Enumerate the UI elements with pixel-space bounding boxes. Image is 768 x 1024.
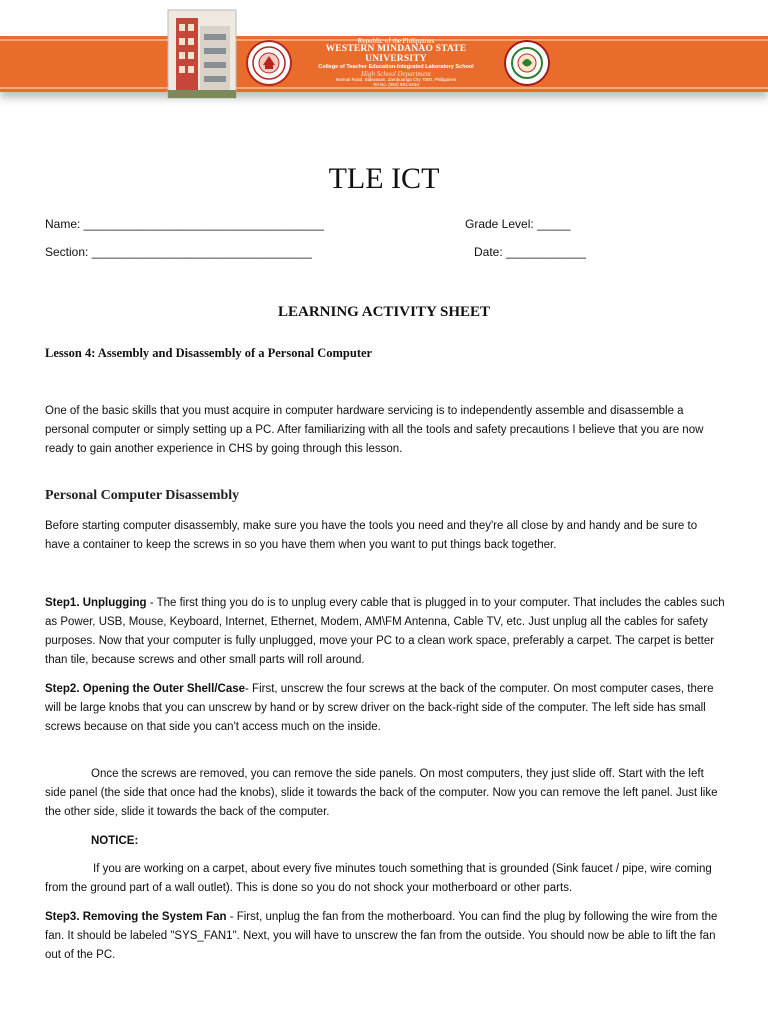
department-name: High School Department — [361, 70, 431, 79]
step3-paragraph — [45, 908, 725, 965]
university-seal-icon — [246, 40, 292, 86]
name-field[interactable]: Name: ____________________________________ — [45, 217, 324, 231]
step2-text: - First, unscrew the four screws at the back of the computer. On most computer cases, there will be large knobs that you can unscrew by hand or by screw driver on the back-right side of the computer. The left side has small screws because on that side you can't access much on the inside. — [45, 683, 714, 733]
section-heading: Personal Computer Disassembly — [45, 488, 240, 503]
university-header-text — [296, 38, 496, 88]
activity-sheet-heading: LEARNING ACTIVITY SHEET — [278, 304, 490, 320]
lesson-title: Lesson 4: Assembly and Disassembly of a Personal Computer — [45, 346, 373, 360]
date-field[interactable]: Date: ____________ — [474, 245, 587, 259]
notice-label-text: NOTICE: — [91, 835, 139, 847]
step2-paragraph — [45, 680, 725, 737]
step3-text: - First, unplug the fan from the motherboard. You can find the plug by following the wire from the fan. It should be labeled "SYS_FAN1". Next, you will have to unscrew the fan from the outside. You should now be able to lift the fan out of the PC. — [45, 911, 718, 961]
before-paragraph: Before starting computer disassembly, make sure you have the tools you need and they're all close by and handy and be sure to have a container to keep the screws in so you have them when you want to put things back together. — [45, 520, 698, 551]
step1-paragraph — [45, 594, 725, 670]
college-seal-icon — [504, 40, 550, 86]
intro-paragraph: One of the basic skills that you must acquire in computer hardware servicing is to independently assemble and disassemble a personal computer or simply setting up a PC. After familiarizing with all the tools and safety precautions I believe that you are now ready to gain another experience in CHS by going through this lesson. — [45, 405, 704, 455]
school-building-photo — [166, 4, 238, 100]
step1-text: - The first thing you do is to unplug every cable that is plugged in to your computer. That includes the cables such as Power, USB, Mouse, Keyboard, Internet, Ethernet, Modem, AM\FM Antenna, Cable TV, etc. Just unplug all the cables for safety purposes. Now that your computer is fully unplugged, move your PC to a clean work space, preferably a carpet. The carpet is better than tile, because screws and other small parts will roll around. — [45, 597, 725, 666]
step2-label: Step2. Opening the Outer Shell/Case — [45, 683, 246, 695]
grade-level-field[interactable]: Grade Level: _____ — [465, 217, 571, 231]
section-field[interactable]: Section: _________________________________ — [45, 245, 312, 259]
screws-paragraph: Once the screws are removed, you can remove the side panels. On most computers, they just slide off. Start with the left side panel (the side that once had the knobs), slide it towards the back of the computer. Now you can remove the left panel. Just like the other side, slide it towards the back of the computer. — [45, 768, 718, 818]
notice-paragraph: If you are working on a carpet, about every five minutes touch something that is grounded (Sink faucet / pipe, wire coming from the ground part of a wall outlet). This is done so you do not shock your motherboard or other parts. — [45, 863, 712, 894]
step3-label: Step3. Removing the System Fan — [45, 911, 227, 923]
university-name: WESTERN MINDANAO STATE UNIVERSITY — [325, 44, 467, 65]
university-address: Normal Road, Baliwasan, Zamboanga City 7000, Philippines — [335, 77, 457, 83]
university-phone: Tel No. (062) 991-6154 — [372, 82, 420, 88]
republic-line: Republic of the Philippines — [357, 37, 435, 45]
college-name: College of Teacher Education-Integrated Laboratory School — [318, 64, 474, 71]
notice-label — [91, 832, 291, 851]
step1-label: Step1. Unplugging — [45, 597, 147, 609]
page-title: TLE ICT — [328, 162, 440, 195]
